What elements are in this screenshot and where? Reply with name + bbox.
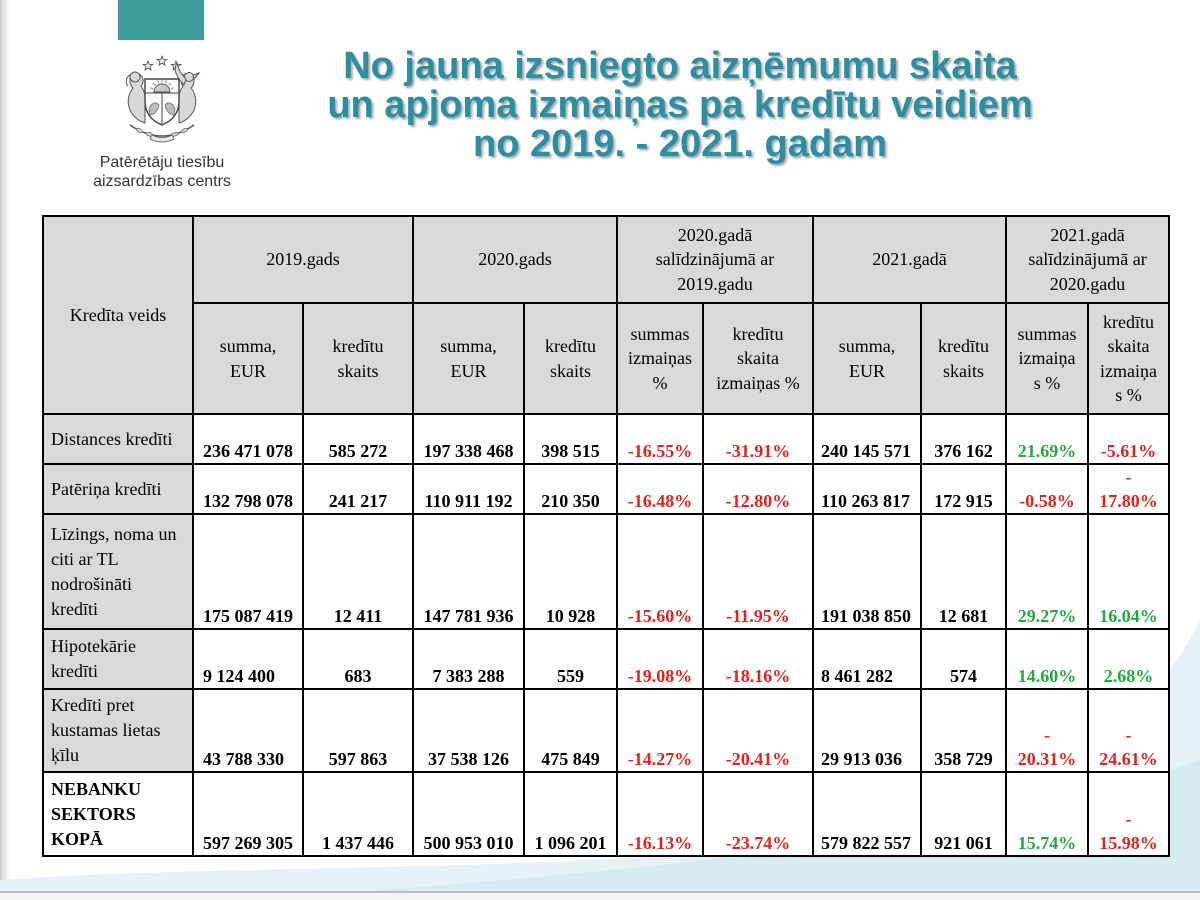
cell-2021-count: 574 [921, 629, 1006, 689]
subheader-2019-amount: summa, EUR [193, 303, 303, 414]
cell-2021-amount-change: 14.60% [1006, 629, 1088, 689]
table-row [43, 464, 1169, 514]
cell-2020-amount: 197 338 468 [413, 414, 524, 464]
table-row [43, 514, 1169, 629]
table-row [43, 629, 1169, 689]
cell-2021-count-change: -5.61% [1088, 414, 1169, 464]
cell-2021-count: 12 681 [921, 514, 1006, 629]
subheader-2021-count-change: kredītu skaita izmaiņa s % [1088, 303, 1169, 414]
cell-2019-amount: 236 471 078 [193, 414, 303, 464]
subheader-2019-count: kredītu skaits [303, 303, 413, 414]
slide-title-line: no 2019. - 2021. gadam [473, 123, 887, 165]
cell-2021-amount: 110 263 817 [813, 464, 921, 514]
subheader-2020-amount-change: summas izmaiņas % [617, 303, 703, 414]
header-year-2020: 2020.gads [413, 216, 617, 303]
cell-2020-count: 10 928 [524, 514, 617, 629]
cell-2020-count: 210 350 [524, 464, 617, 514]
cell-2020-amount: 7 383 288 [413, 629, 524, 689]
cell-2020-count-change: -23.74% [703, 772, 813, 856]
cell-2021-count: 921 061 [921, 772, 1006, 856]
cell-2021-amount: 29 913 036 [813, 689, 921, 772]
row-label: Patēriņa kredīti [43, 464, 193, 514]
cell-2020-amount-change: -19.08% [617, 629, 703, 689]
organization-name-line: Patērētāju tiesību [99, 154, 225, 171]
cell-2019-count: 12 411 [303, 514, 413, 629]
cell-2021-count-change: 2.68% [1088, 629, 1169, 689]
cell-2021-amount-change: - 20.31% [1006, 689, 1088, 772]
cell-2021-count-change: - 17.80% [1088, 464, 1169, 514]
cell-2019-count: 241 217 [303, 464, 413, 514]
cell-2020-count: 398 515 [524, 414, 617, 464]
cell-2020-count: 475 849 [524, 689, 617, 772]
coat-of-arms-icon [118, 55, 206, 145]
cell-2019-count: 1 437 446 [303, 772, 413, 856]
cell-2020-count-change: -12.80% [703, 464, 813, 514]
header-year-2019: 2019.gads [193, 216, 413, 303]
header-credit-type: Kredīta veids [43, 216, 193, 414]
cell-2021-count-change: - 15.98% [1088, 772, 1169, 856]
row-label: Hipotekārie kredīti [43, 629, 193, 689]
row-label: Līzings, noma un citi ar TL nodrošināti kredīti [43, 514, 193, 629]
header-year-2021: 2021.gadā [813, 216, 1006, 303]
cell-2021-count-change: - 24.61% [1088, 689, 1169, 772]
cell-2019-amount: 43 788 330 [193, 689, 303, 772]
cell-2021-amount: 191 038 850 [813, 514, 921, 629]
cell-2020-amount: 147 781 936 [413, 514, 524, 629]
cell-2021-amount: 579 822 557 [813, 772, 921, 856]
header-row-periods [43, 216, 1169, 303]
table-row-total [43, 772, 1169, 856]
cell-2020-count-change: -18.16% [703, 629, 813, 689]
cell-2019-count: 597 863 [303, 689, 413, 772]
cell-2020-count-change: -20.41% [703, 689, 813, 772]
cell-2020-amount-change: -16.48% [617, 464, 703, 514]
cell-2021-count: 358 729 [921, 689, 1006, 772]
organization-name-line: aizsardzības centrs [93, 173, 231, 190]
header-change-2020-vs-2019: 2020.gadā salīdzinājumā ar 2019.gadu [617, 216, 813, 303]
table-row [43, 689, 1169, 772]
cell-2020-amount: 500 953 010 [413, 772, 524, 856]
cell-2020-amount-change: -16.13% [617, 772, 703, 856]
cell-2019-count: 585 272 [303, 414, 413, 464]
cell-2021-count-change: 16.04% [1088, 514, 1169, 629]
cell-2019-count: 683 [303, 629, 413, 689]
cell-2021-amount-change: 15.74% [1006, 772, 1088, 856]
cell-2020-amount-change: -14.27% [617, 689, 703, 772]
cell-2020-count-change: -11.95% [703, 514, 813, 629]
cell-2020-count-change: -31.91% [703, 414, 813, 464]
subheader-2020-amount: summa, EUR [413, 303, 524, 414]
row-label: Kredīti pret kustamas lietas ķīlu [43, 689, 193, 772]
slide-title [230, 47, 1130, 164]
cell-2021-amount: 8 461 282 [813, 629, 921, 689]
subheader-2020-count-change: kredītu skaita izmaiņas % [703, 303, 813, 414]
cell-2021-amount-change: 21.69% [1006, 414, 1088, 464]
subheader-2021-amount-change: summas izmaiņa s % [1006, 303, 1088, 414]
cell-2020-count: 559 [524, 629, 617, 689]
table-row [43, 414, 1169, 464]
cell-2021-amount-change: -0.58% [1006, 464, 1088, 514]
row-label: Distances kredīti [43, 414, 193, 464]
cell-2019-amount: 132 798 078 [193, 464, 303, 514]
cell-2021-amount-change: 29.27% [1006, 514, 1088, 629]
cell-2020-amount-change: -15.60% [617, 514, 703, 629]
slide-title-line: No jauna izsniegto aizņēmumu skaita [343, 45, 1017, 87]
cell-2020-amount: 37 538 126 [413, 689, 524, 772]
header-row-measures [43, 303, 1169, 414]
cell-2021-amount: 240 145 571 [813, 414, 921, 464]
brand-accent-block [118, 0, 204, 40]
slide-title-line: un apjoma izmaiņas pa kredītu veidiem [327, 84, 1033, 126]
cell-2021-count: 172 915 [921, 464, 1006, 514]
cell-2019-amount: 175 087 419 [193, 514, 303, 629]
cell-2020-amount-change: -16.55% [617, 414, 703, 464]
subheader-2021-amount: summa, EUR [813, 303, 921, 414]
row-label: NEBANKU SEKTORS KOPĀ [43, 772, 193, 856]
subheader-2021-count: kredītu skaits [921, 303, 1006, 414]
cell-2019-amount: 9 124 400 [193, 629, 303, 689]
credit-change-table [42, 215, 1170, 857]
cell-2020-amount: 110 911 192 [413, 464, 524, 514]
cell-2021-count: 376 162 [921, 414, 1006, 464]
subheader-2020-count: kredītu skaits [524, 303, 617, 414]
cell-2020-count: 1 096 201 [524, 772, 617, 856]
cell-2019-amount: 597 269 305 [193, 772, 303, 856]
header-change-2021-vs-2020: 2021.gadā salīdzinājumā ar 2020.gadu [1006, 216, 1169, 303]
